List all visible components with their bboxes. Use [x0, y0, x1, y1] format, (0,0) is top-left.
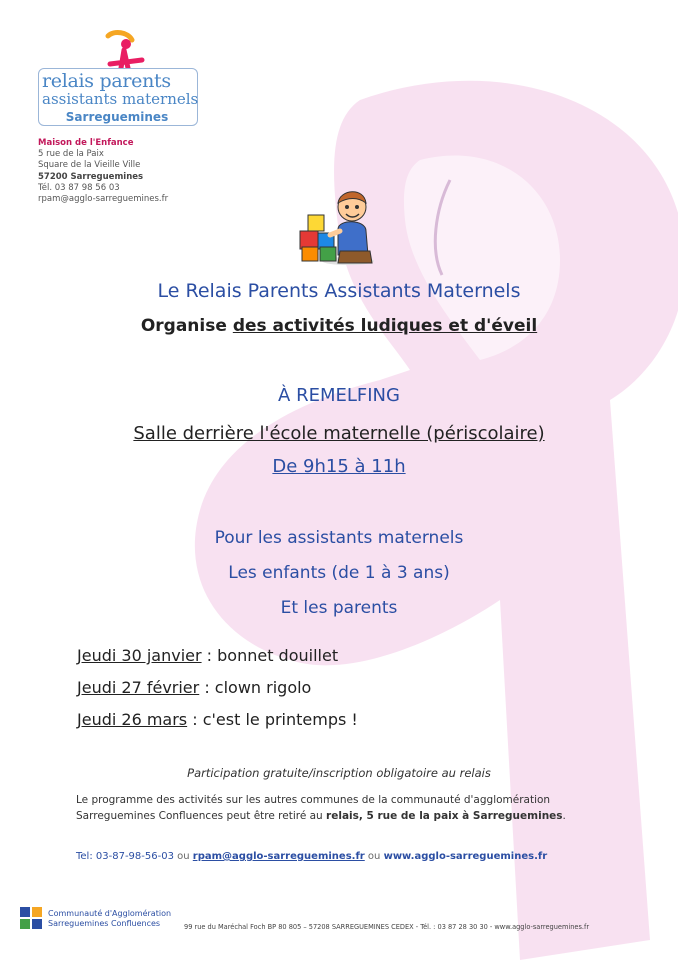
- footer-org-line-1: Communauté d'Agglomération: [48, 909, 172, 918]
- schedule-date: Jeudi 26 mars: [77, 710, 188, 729]
- address-line: 57200 Sarreguemines: [38, 171, 144, 182]
- address-heading: Maison de l'Enfance: [38, 138, 134, 148]
- place-name: À REMELFING: [278, 385, 400, 406]
- organise-line: [0, 316, 678, 336]
- address-email[interactable]: rpam@agglo-sarreguemines.fr: [38, 194, 169, 205]
- contact-separator: ou: [173, 851, 193, 862]
- contact-email-link[interactable]: rpam@agglo-sarreguemines.fr: [192, 851, 365, 862]
- logo-line-3: Sarreguemines: [65, 110, 169, 124]
- schedule-date: Jeudi 27 février: [77, 678, 200, 697]
- schedule-date: Jeudi 30 janvier: [77, 646, 202, 665]
- address-line: Square de la Vieille Ville: [38, 160, 141, 171]
- participation-note: Participation gratuite/inscription obligatoire au relais: [187, 766, 491, 780]
- logo-line-1: relais parents: [42, 70, 171, 92]
- venue-room: Salle derrière l'école maternelle (périscolaire): [133, 423, 545, 444]
- main-title: Le Relais Parents Assistants Maternels: [157, 280, 521, 302]
- opening-hours: De 9h15 à 11h: [272, 456, 406, 477]
- program-text: Le programme des activités sur les autres communes de la communauté d'agglomération Sarreguemines Confluences peut être retiré au: [76, 794, 551, 822]
- logo-line-2: assistants maternels: [42, 90, 199, 108]
- footer-org-line-2: Sarreguemines Confluences: [48, 919, 161, 928]
- program-end: .: [562, 810, 566, 822]
- contact-separator: ou: [364, 851, 384, 862]
- schedule-activity: : c'est le printemps !: [187, 710, 358, 729]
- agglomeration-logo-icon: [20, 907, 42, 929]
- footer-org-logo: [20, 905, 180, 935]
- contact-line: [76, 851, 547, 862]
- audience-line: Pour les assistants maternels: [214, 528, 464, 548]
- schedule-item: [77, 646, 338, 665]
- schedule-activity: : bonnet douillet: [201, 646, 339, 665]
- audience-line: Les enfants (de 1 à 3 ans): [228, 563, 450, 583]
- child-playing-blocks-icon: [298, 185, 380, 267]
- schedule-activity: : clown rigolo: [199, 678, 312, 697]
- organise-activities: des activités ludiques et d'éveil: [232, 316, 538, 336]
- relais-parents-logo: [36, 30, 201, 128]
- address-phone: Tél. 03 87 98 56 03: [38, 182, 120, 193]
- address-block: [38, 138, 168, 205]
- program-info: [76, 792, 616, 824]
- schedule-item: [77, 710, 358, 729]
- organise-prefix: Organise: [140, 316, 233, 336]
- schedule-item: [77, 678, 311, 697]
- audience-line: Et les parents: [280, 598, 398, 618]
- footer-address: 99 rue du Maréchal Foch BP 80 805 – 57208 SARREGUEMINES CEDEX - Tél. : 03 87 28 30 30 - www.agglo-sarreguemines.fr: [184, 923, 590, 931]
- contact-phone: Tel: 03-87-98-56-03: [76, 851, 174, 862]
- address-line: 5 rue de la Paix: [38, 149, 104, 160]
- contact-website-link[interactable]: www.agglo-sarreguemines.fr: [383, 851, 548, 862]
- program-location: relais, 5 rue de la paix à Sarreguemines: [326, 810, 563, 822]
